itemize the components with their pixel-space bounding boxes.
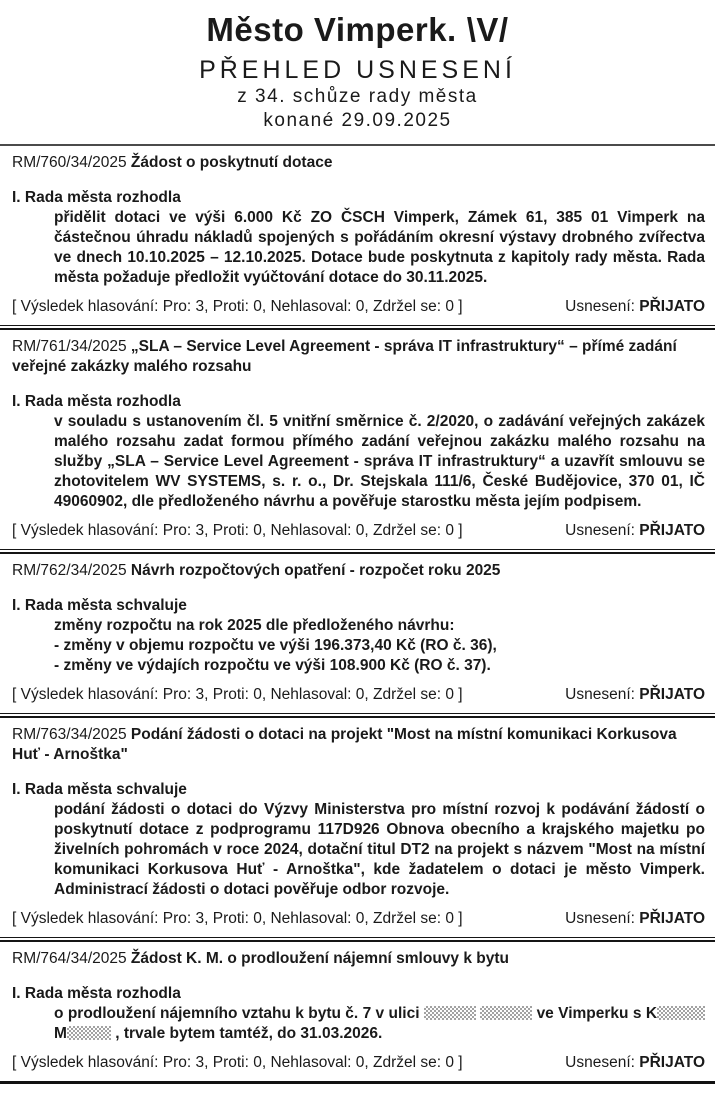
resolution-title: Podání žádosti o dotaci na projekt "Most na místní komunikaci Korkusova Huť - Arnoštka" [12,726,677,763]
resolution-body [12,616,705,676]
resolution-title: „SLA – Service Level Agreement - správa IT infrastruktury“ – přímé zadání veřejné zakázky malého rozsahu [12,338,677,375]
redacted-text [424,1006,476,1020]
resolution-section [0,942,715,1084]
result-cell [565,297,705,317]
vote-row [12,297,705,317]
redacted-text [657,1006,705,1020]
result-value: PŘIJATO [639,1054,705,1071]
result-label: Usnesení: [565,1054,635,1071]
resolution-heading [12,153,705,173]
resolution-body [12,1004,705,1044]
resolution-id: RM/760/34/2025 [12,154,127,171]
resolution-heading [12,725,705,765]
resolution-id: RM/762/34/2025 [12,562,127,579]
resolution-title: Žádost K. M. o prodloužení nájemní smlouvy k bytu [130,950,509,967]
resolution-section [0,330,715,554]
resolution-list [0,146,715,1084]
result-value: PŘIJATO [639,298,705,315]
redacted-text [480,1006,532,1020]
date-line: konané 29.09.2025 [263,110,452,131]
result-label: Usnesení: [565,522,635,539]
resolution-section [0,554,715,718]
resolution-heading [12,949,705,969]
resolution-id: RM/763/34/2025 [12,726,127,743]
resolution-id: RM/761/34/2025 [12,338,127,355]
document-title: PŘEHLED USNESENÍ [199,56,516,84]
resolution-section [0,146,715,330]
body-paragraph: přidělit dotaci ve výši 6.000 Kč ZO ČSCH Vimperk, Zámek 61, 385 01 Vimperk na částečnou úhradu nákladů spojených s pořádáním okresní výstavy drobného zvířectva ve dnech 10.10.2025 – 12.10.2025. Dotace bude poskytnuta z kapitoly rady města. Rada města požaduje předložit vyúčtování dotace do 30.11.2025. [54,209,705,286]
result-cell [565,685,705,705]
body-line: změny rozpočtu na rok 2025 dle předloženého návrhu: [54,617,455,634]
vote-text: [ Výsledek hlasování: Pro: 3, Proti: 0, Nehlasoval: 0, Zdržel se: 0 ] [12,1054,463,1071]
resolution-id: RM/764/34/2025 [12,950,127,967]
resolution-body [12,412,705,512]
city-logo-mark: \V/ [466,11,509,48]
resolution-body [12,208,705,288]
body-line: M , trvale bytem tamtéž, do 31.03.2026. [54,1025,383,1042]
resolution-body [12,800,705,900]
section-separator [0,1081,715,1084]
document-header [0,0,715,133]
resolution-clause: I. Rada města schvaluje [12,597,187,614]
vote-row [12,1053,705,1073]
result-value: PŘIJATO [639,686,705,703]
resolution-clause: I. Rada města rozhodla [12,189,181,206]
result-label: Usnesení: [565,910,635,927]
result-cell [565,1053,705,1073]
redacted-text [67,1026,111,1040]
resolution-heading [12,337,705,377]
body-paragraph: podání žádosti o dotaci do Výzvy Ministerstva pro místní rozvoj k podávání žádostí o poskytnutí dotace z podprogramu 117D926 Obnova obecního a krajského majetku po živelních pohromách v roce 2024, dotační titul DT2 na projekt s názvem "Most na místní komunikaci Korkusova Huť - Arnoštka", kde žadatelem o dotaci je město Vimperk. Administrací žádosti o dotaci pověřuje odbor rozvoje. [54,801,705,898]
result-label: Usnesení: [565,298,635,315]
body-line: o prodloužení nájemního vztahu k bytu č. 7 v ulici ve Vimperku s K [54,1004,705,1024]
result-label: Usnesení: [565,686,635,703]
vote-row [12,521,705,541]
body-paragraph: v souladu s ustanovením čl. 5 vnitřní směrnice č. 2/2020, o zadávání veřejných zakázek malého rozsahu zadat formou přímého zadání veřejnou zakázku malého rozsahu na služby „SLA – Service Level Agreement - správa IT infrastruktury“ a uzavřít smlouvu se zhotovitelem WV SYSTEMS, s. r. o., Dr. Stejskala 111/6, České Budějovice, 370 01, IČ 49060902, dle předloženého návrhu a pověřuje starostku města jejím podpisem. [54,413,705,510]
vote-row [12,685,705,705]
city-title-line [0,10,715,50]
vote-text: [ Výsledek hlasování: Pro: 3, Proti: 0, Nehlasoval: 0, Zdržel se: 0 ] [12,686,463,703]
resolution-title: Žádost o poskytnutí dotace [130,154,333,171]
resolution-heading [12,561,705,581]
resolution-section [0,718,715,942]
result-cell [565,909,705,929]
resolution-clause: I. Rada města rozhodla [12,985,181,1002]
resolution-title: Návrh rozpočtových opatření - rozpočet roku 2025 [130,562,501,579]
vote-text: [ Výsledek hlasování: Pro: 3, Proti: 0, Nehlasoval: 0, Zdržel se: 0 ] [12,910,463,927]
resolution-clause: I. Rada města rozhodla [12,393,181,410]
vote-text: [ Výsledek hlasování: Pro: 3, Proti: 0, Nehlasoval: 0, Zdržel se: 0 ] [12,522,463,539]
result-cell [565,521,705,541]
vote-row [12,909,705,929]
vote-text: [ Výsledek hlasování: Pro: 3, Proti: 0, Nehlasoval: 0, Zdržel se: 0 ] [12,298,463,315]
city-name: Město Vimperk. [206,11,457,48]
body-line: - změny v objemu rozpočtu ve výši 196.373,40 Kč (RO č. 36), [54,637,497,654]
result-value: PŘIJATO [639,910,705,927]
meeting-line: z 34. schůze rady města [237,86,478,107]
resolution-clause: I. Rada města schvaluje [12,781,187,798]
result-value: PŘIJATO [639,522,705,539]
body-line: - změny ve výdajích rozpočtu ve výši 108.900 Kč (RO č. 37). [54,657,491,674]
